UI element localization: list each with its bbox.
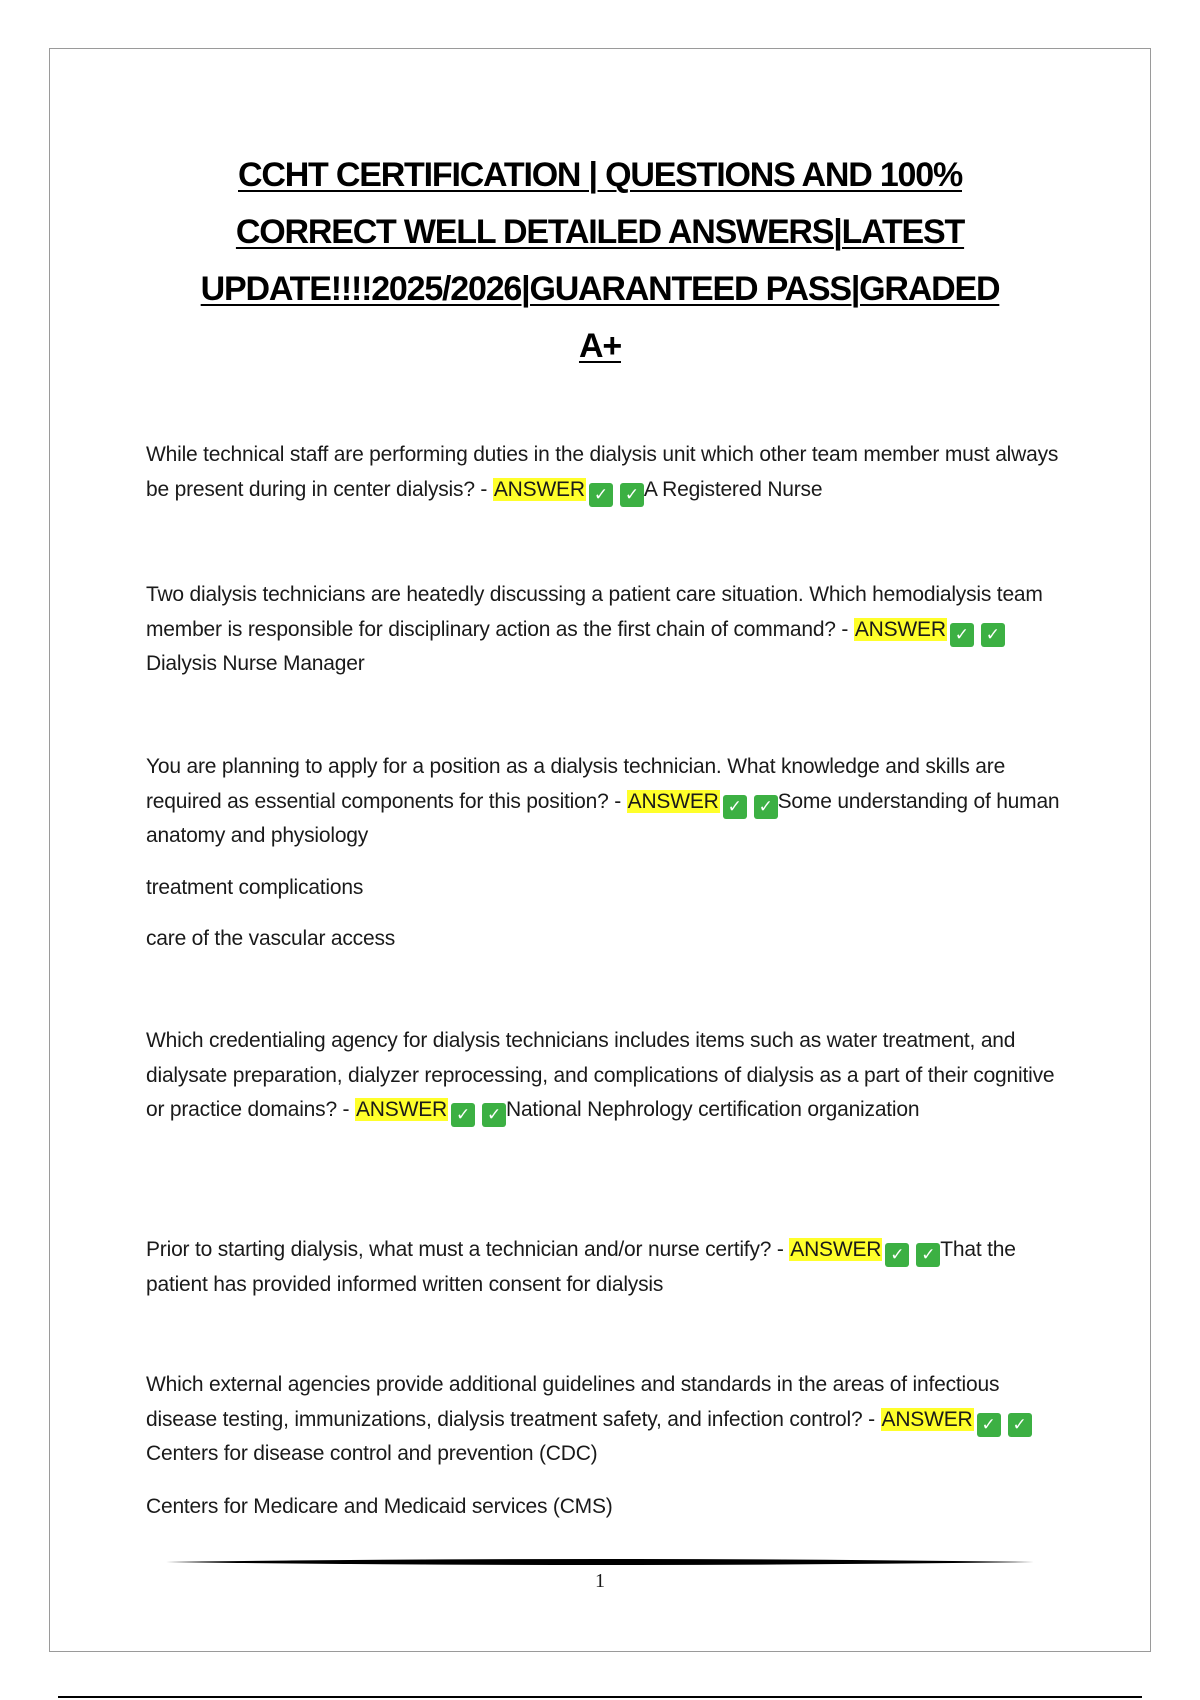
checkmark-icon: ✓ [723,795,747,819]
answer-text: National Nephrology certification organization [505,1098,920,1121]
question-text: Two dialysis technicians are heatedly discussing a patient care situation. Which hemodialysis team member is responsible for disciplinary action as the first chain of command? - [146,583,1043,641]
answer-text: A Registered Nurse [643,477,823,501]
title-line: CORRECT WELL DETAILED ANSWERS|LATEST [235,213,965,251]
answer-text: Dialysis Nurse Manager [146,652,365,675]
checkmark-icon: ✓ [1008,1413,1032,1437]
answer-tag: ANSWER [790,1238,882,1261]
qa-item [146,1233,1066,1302]
answer-tag: ANSWER [627,789,719,813]
document-title [120,147,1080,375]
checkmark-icon: ✓ [451,1103,475,1127]
checkmark-icon: ✓ [885,1243,909,1267]
answer-tag: ANSWER [854,617,946,641]
answer-continuation: care of the vascular access [146,927,396,950]
checkmark-icon: ✓ [482,1103,506,1127]
qa-item [146,1024,1066,1128]
answer-text: That the patient has provided informed written consent for dialysis [146,1238,1016,1296]
answer-tag: ANSWER [356,1098,447,1121]
question-text: Which external agencies provide additional guidelines and standards in the areas of infectious disease testing, immunizations, dialysis treatment safety, and infection control? - [146,1373,1000,1431]
page-number: 1 [595,1570,605,1592]
checkmark-icon: ✓ [981,623,1005,647]
qa-item [146,438,1066,507]
checkmark-icon: ✓ [589,483,613,507]
checkmark-icon: ✓ [620,483,644,507]
answer-tag: ANSWER [493,477,585,501]
answer-text: Centers for disease control and prevention (CDC) [146,1442,598,1465]
qa-item [146,750,1066,854]
checkmark-icon: ✓ [977,1413,1001,1437]
title-line: UPDATE!!!!2025/2026|GUARANTEED PASS|GRADED [200,270,1000,308]
question-text: You are planning to apply for a position as a dialysis technician. What knowledge and skills are required as essential components for this position? - [146,755,1006,813]
checkmark-icon: ✓ [754,795,778,819]
question-text: While technical staff are performing duties in the dialysis unit which other team member must always be present during in center dialysis? - [146,443,1059,501]
qa-item [146,578,1066,682]
question-text: Prior to starting dialysis, what must a technician and/or nurse certify? - [146,1238,790,1261]
qa-item [146,1368,1066,1472]
bottom-divider [58,1696,1142,1698]
answer-continuation: Centers for Medicare and Medicaid services (CMS) [146,1495,613,1518]
checkmark-icon: ✓ [950,623,974,647]
question-text: Which credentialing agency for dialysis technicians includes items such as water treatment, and dialysate preparation, dialyzer reprocessing, and complications of dialysis as a part of their cognitive or practice domains? - [146,1029,1055,1121]
answer-tag: ANSWER [881,1407,973,1431]
answer-text: Some understanding of human anatomy and physiology [146,789,1060,847]
title-line: CCHT CERTIFICATION | QUESTIONS AND 100% [238,156,962,194]
footer-divider [166,1558,1034,1566]
checkmark-icon: ✓ [916,1243,940,1267]
answer-continuation: treatment complications [146,876,364,899]
title-line: A+ [578,327,621,365]
